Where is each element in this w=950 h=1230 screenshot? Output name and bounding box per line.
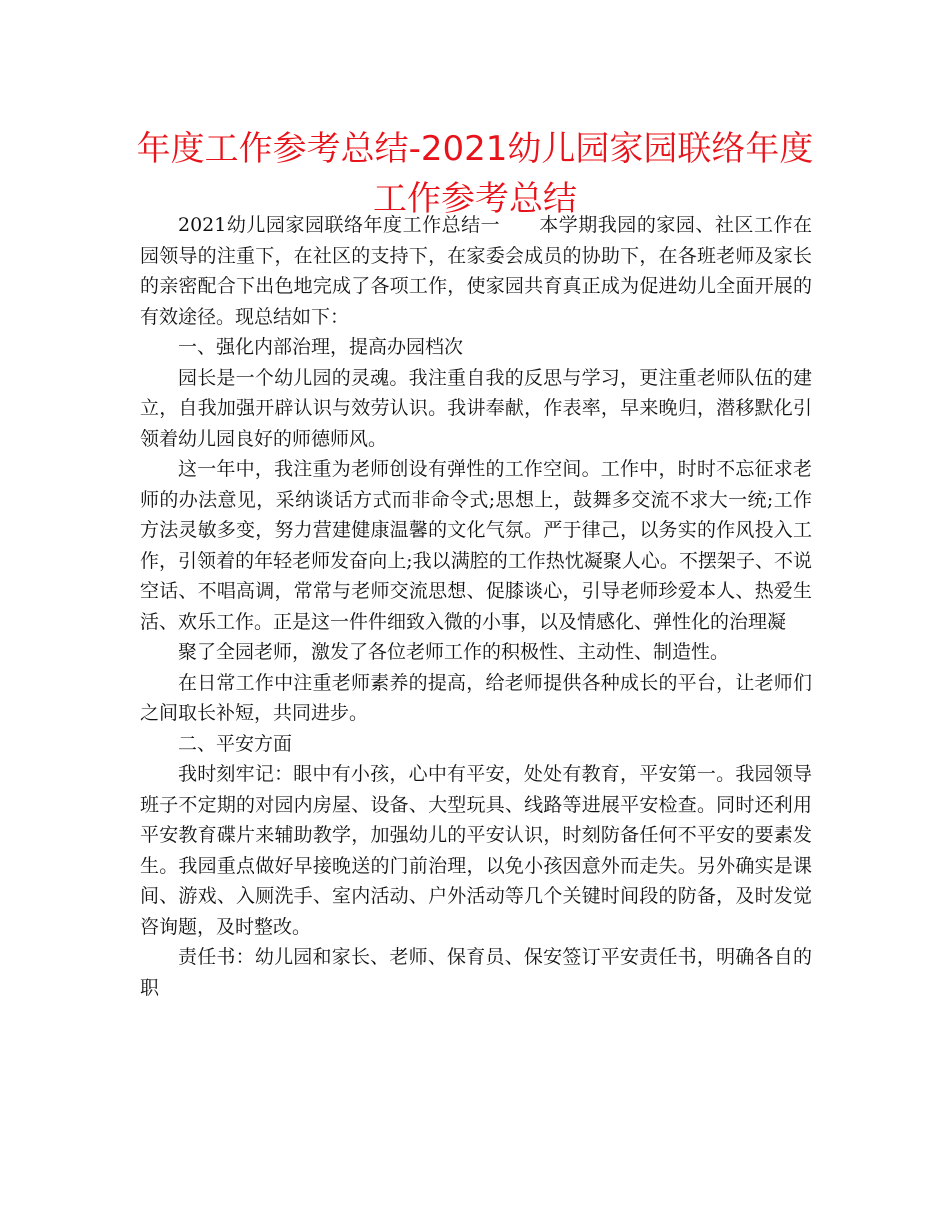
paragraph: 在日常工作中注重老师素养的提高，给老师提供各种成长的平台，让老师们之间取长补短，共同进步。: [140, 671, 812, 724]
document-body: [140, 210, 812, 1003]
paragraph: 这一年中，我注重为老师创设有弹性的工作空间。工作中，时时不忘征求老师的办法意见，采纳谈话方式而非命令式;思想上，鼓舞多交流不求大一统;工作方法灵敏多变，努力营建健康温馨的文化气氛。严于律己，以务实的作风投入工作，引领着的年轻老师发奋向上;我以满腔的工作热忱凝聚人心。不摆架子、不说空话、不唱高调，常常与老师交流思想、促膝谈心，引导老师珍爱本人、热爱生活、欢乐工作。正是这一件件细致入微的小事，以及情感化、弹性化的治理凝: [140, 458, 812, 633]
paragraph: 责任书：幼儿园和家长、老师、保育员、保安签订平安责任书，明确各自的职: [140, 946, 812, 999]
paragraph: 我时刻牢记：眼中有小孩，心中有平安，处处有教育，平安第一。我园领导班子不定期的对园内房屋、设备、大型玩具、线路等进展平安检查。同时还利用平安教育碟片来辅助教学，加强幼儿的平安认识，时刻防备任何不平安的要素发生。我园重点做好早接晚送的门前治理，以免小孩因意外而走失。另外确实是课间、游戏、入厕洗手、室内活动、户外活动等几个关键时间段的防备，及时发觉咨询题，及时整改。: [140, 763, 812, 938]
section-heading-2: 二、平安方面: [178, 732, 293, 755]
paragraph: 聚了全园老师，激发了各位老师工作的积极性、主动性、制造性。: [178, 641, 730, 663]
paragraph-intro: 2021幼儿园家园联络年度工作总结一 本学期我园的家园、社区工作在园领导的注重下，在社区的支持下，在家委会成员的协助下，在各班老师及家长的亲密配合下出色地完成了各项工作，使家园共育真正成为促进幼儿全面开展的有效途径。现总结如下：: [140, 214, 812, 328]
section-heading-1: 一、强化内部治理，提高办园档次: [178, 336, 464, 358]
document-title: 年度工作参考总结-2021幼儿园家园联络年度工作参考总结: [136, 129, 814, 219]
paragraph: 园长是一个幼儿园的灵魂。我注重自我的反思与学习，更注重老师队伍的建立，自我加强开辟认识与效劳认识。我讲奉献，作表率，早来晚归，潜移默化引领着幼儿园良好的师德师风。: [140, 366, 812, 450]
